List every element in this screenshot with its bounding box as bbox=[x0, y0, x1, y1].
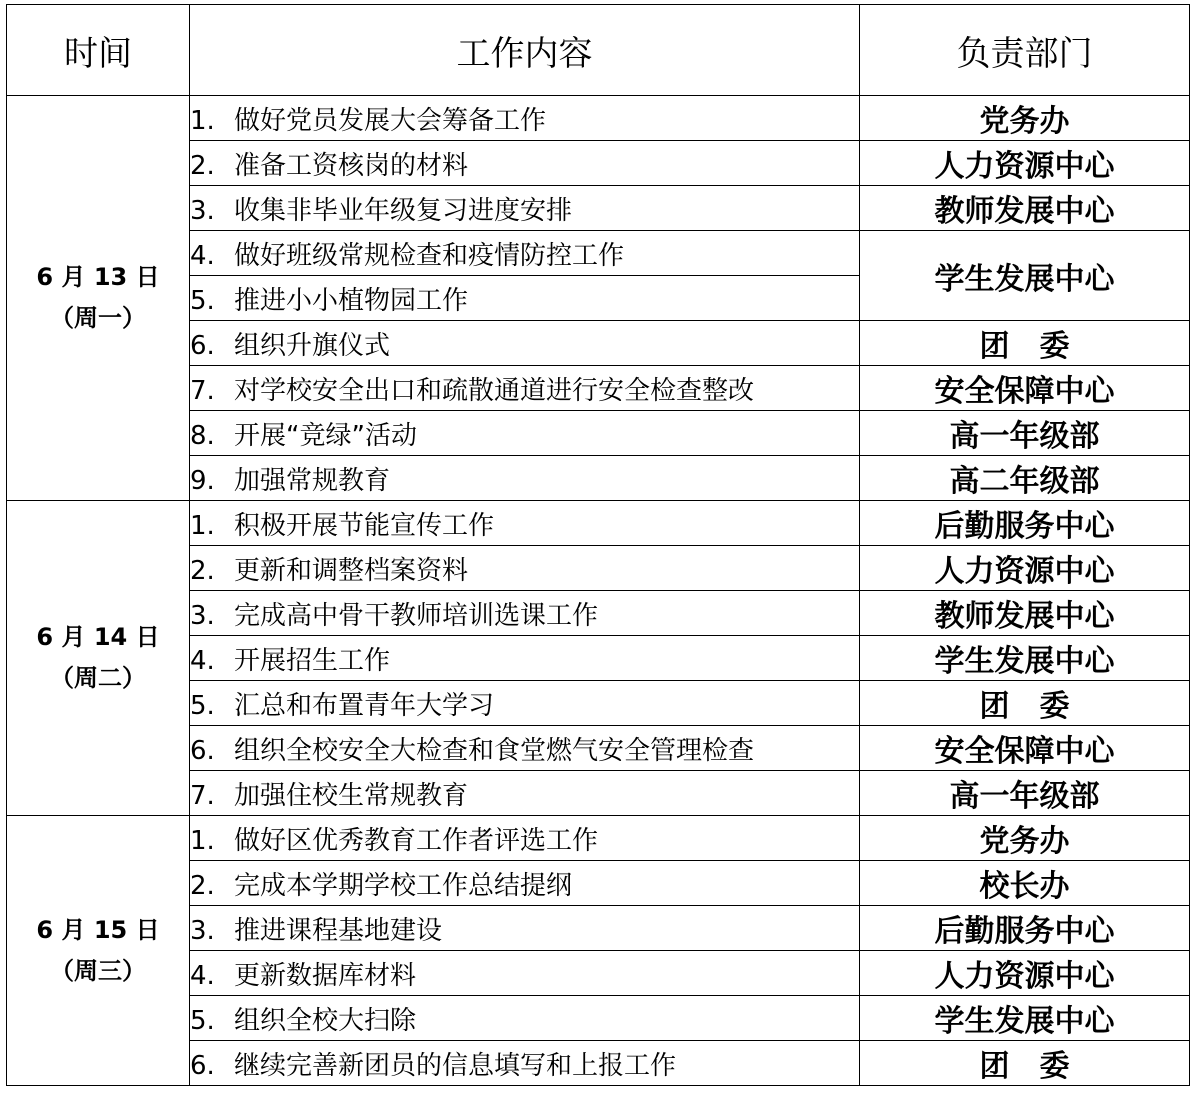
task-number: 5. bbox=[190, 1005, 215, 1036]
task-cell bbox=[190, 411, 860, 456]
task-cell bbox=[190, 231, 860, 276]
task-text: 更新和调整档案资料 bbox=[234, 555, 469, 586]
task-text: 收集非毕业年级复习进度安排 bbox=[234, 195, 573, 226]
task-text: 推进小小植物园工作 bbox=[234, 285, 469, 316]
task-cell bbox=[190, 456, 860, 501]
date-label: 6 月 13 日 bbox=[36, 263, 160, 292]
task-cell bbox=[190, 636, 860, 681]
department-cell: 团 委 bbox=[860, 681, 1190, 726]
task-number: 2. bbox=[190, 870, 215, 901]
department-cell: 教师发展中心 bbox=[860, 591, 1190, 636]
department-cell: 高一年级部 bbox=[860, 771, 1190, 816]
task-number: 2. bbox=[190, 555, 215, 586]
department-cell: 后勤服务中心 bbox=[860, 906, 1190, 951]
task-cell bbox=[190, 951, 860, 996]
task-text: 开展“竞绿”活动 bbox=[234, 420, 417, 451]
task-text: 组织全校安全大检查和食堂燃气安全管理检查 bbox=[234, 735, 755, 766]
task-cell bbox=[190, 906, 860, 951]
task-text: 做好党员发展大会筹备工作 bbox=[234, 105, 547, 136]
department-cell: 团 委 bbox=[860, 321, 1190, 366]
task-cell bbox=[190, 726, 860, 771]
weekday-label: （周三） bbox=[50, 956, 146, 985]
task-text: 推进课程基地建设 bbox=[234, 915, 443, 946]
task-number: 3. bbox=[190, 195, 215, 226]
task-text: 组织升旗仪式 bbox=[234, 330, 391, 361]
date-cell bbox=[7, 816, 190, 1086]
task-text: 完成高中骨干教师培训选课工作 bbox=[234, 600, 599, 631]
task-text: 准备工资核岗的材料 bbox=[234, 150, 469, 181]
task-cell bbox=[190, 996, 860, 1041]
task-cell bbox=[190, 96, 860, 141]
department-cell: 学生发展中心 bbox=[860, 996, 1190, 1041]
header-content: 工作内容 bbox=[190, 5, 860, 96]
department-cell: 教师发展中心 bbox=[860, 186, 1190, 231]
task-text: 开展招生工作 bbox=[234, 645, 391, 676]
department-cell: 校长办 bbox=[860, 861, 1190, 906]
date-cell bbox=[7, 501, 190, 816]
weekday-label: （周二） bbox=[50, 664, 146, 692]
department-cell: 安全保障中心 bbox=[860, 726, 1190, 771]
department-cell: 后勤服务中心 bbox=[860, 501, 1190, 546]
table-row bbox=[7, 816, 1190, 861]
task-text: 汇总和布置青年大学习 bbox=[234, 690, 495, 721]
department-cell: 高一年级部 bbox=[860, 411, 1190, 456]
task-cell bbox=[190, 816, 860, 861]
task-number: 7. bbox=[190, 780, 215, 811]
task-number: 1. bbox=[190, 825, 215, 856]
task-cell bbox=[190, 186, 860, 231]
table-row bbox=[7, 96, 1190, 141]
department-cell: 党务办 bbox=[860, 96, 1190, 141]
department-cell: 团 委 bbox=[860, 1041, 1190, 1086]
task-text: 积极开展节能宣传工作 bbox=[234, 510, 495, 541]
task-cell bbox=[190, 141, 860, 186]
task-cell bbox=[190, 546, 860, 591]
task-cell bbox=[190, 591, 860, 636]
task-number: 1. bbox=[190, 510, 215, 541]
task-text: 更新数据库材料 bbox=[234, 960, 417, 991]
header-time: 时间 bbox=[7, 5, 190, 96]
date-cell bbox=[7, 96, 190, 501]
task-number: 2. bbox=[190, 150, 215, 181]
task-number: 6. bbox=[190, 735, 215, 766]
task-text: 完成本学期学校工作总结提纲 bbox=[234, 870, 573, 901]
task-cell bbox=[190, 366, 860, 411]
task-text: 继续完善新团员的信息填写和上报工作 bbox=[234, 1050, 677, 1081]
task-cell bbox=[190, 681, 860, 726]
task-number: 6. bbox=[190, 1050, 215, 1081]
task-cell bbox=[190, 321, 860, 366]
task-cell bbox=[190, 501, 860, 546]
task-number: 1. bbox=[190, 105, 215, 136]
header-department: 负责部门 bbox=[860, 5, 1190, 96]
task-number: 6. bbox=[190, 330, 215, 361]
task-number: 4. bbox=[190, 240, 215, 271]
task-text: 加强住校生常规教育 bbox=[234, 780, 469, 811]
task-cell bbox=[190, 1041, 860, 1086]
task-number: 5. bbox=[190, 690, 215, 721]
department-cell: 人力资源中心 bbox=[860, 546, 1190, 591]
task-text: 对学校安全出口和疏散通道进行安全检查整改 bbox=[234, 375, 755, 406]
table-row bbox=[7, 501, 1190, 546]
task-cell bbox=[190, 771, 860, 816]
task-text: 做好区优秀教育工作者评选工作 bbox=[234, 825, 599, 856]
table-header-row bbox=[7, 5, 1190, 96]
task-number: 4. bbox=[190, 960, 215, 991]
task-number: 7. bbox=[190, 375, 215, 406]
department-cell: 人力资源中心 bbox=[860, 141, 1190, 186]
department-cell: 党务办 bbox=[860, 816, 1190, 861]
weekday-label: （周一） bbox=[50, 304, 146, 332]
task-number: 4. bbox=[190, 645, 215, 676]
task-cell bbox=[190, 276, 860, 321]
task-number: 5. bbox=[190, 285, 215, 316]
department-cell: 学生发展中心 bbox=[860, 636, 1190, 681]
department-cell: 人力资源中心 bbox=[860, 951, 1190, 996]
task-number: 8. bbox=[190, 420, 215, 451]
department-cell: 高二年级部 bbox=[860, 456, 1190, 501]
task-text: 做好班级常规检查和疫情防控工作 bbox=[234, 240, 625, 271]
task-number: 9. bbox=[190, 465, 215, 496]
department-cell: 安全保障中心 bbox=[860, 366, 1190, 411]
schedule-table bbox=[6, 4, 1190, 1086]
task-text: 加强常规教育 bbox=[234, 465, 391, 496]
task-number: 3. bbox=[190, 600, 215, 631]
task-number: 3. bbox=[190, 915, 215, 946]
task-text: 组织全校大扫除 bbox=[234, 1005, 417, 1036]
department-cell: 学生发展中心 bbox=[860, 231, 1190, 321]
task-cell bbox=[190, 861, 860, 906]
date-label: 6 月 14 日 bbox=[36, 623, 160, 652]
date-label: 6 月 15 日 bbox=[36, 915, 160, 944]
